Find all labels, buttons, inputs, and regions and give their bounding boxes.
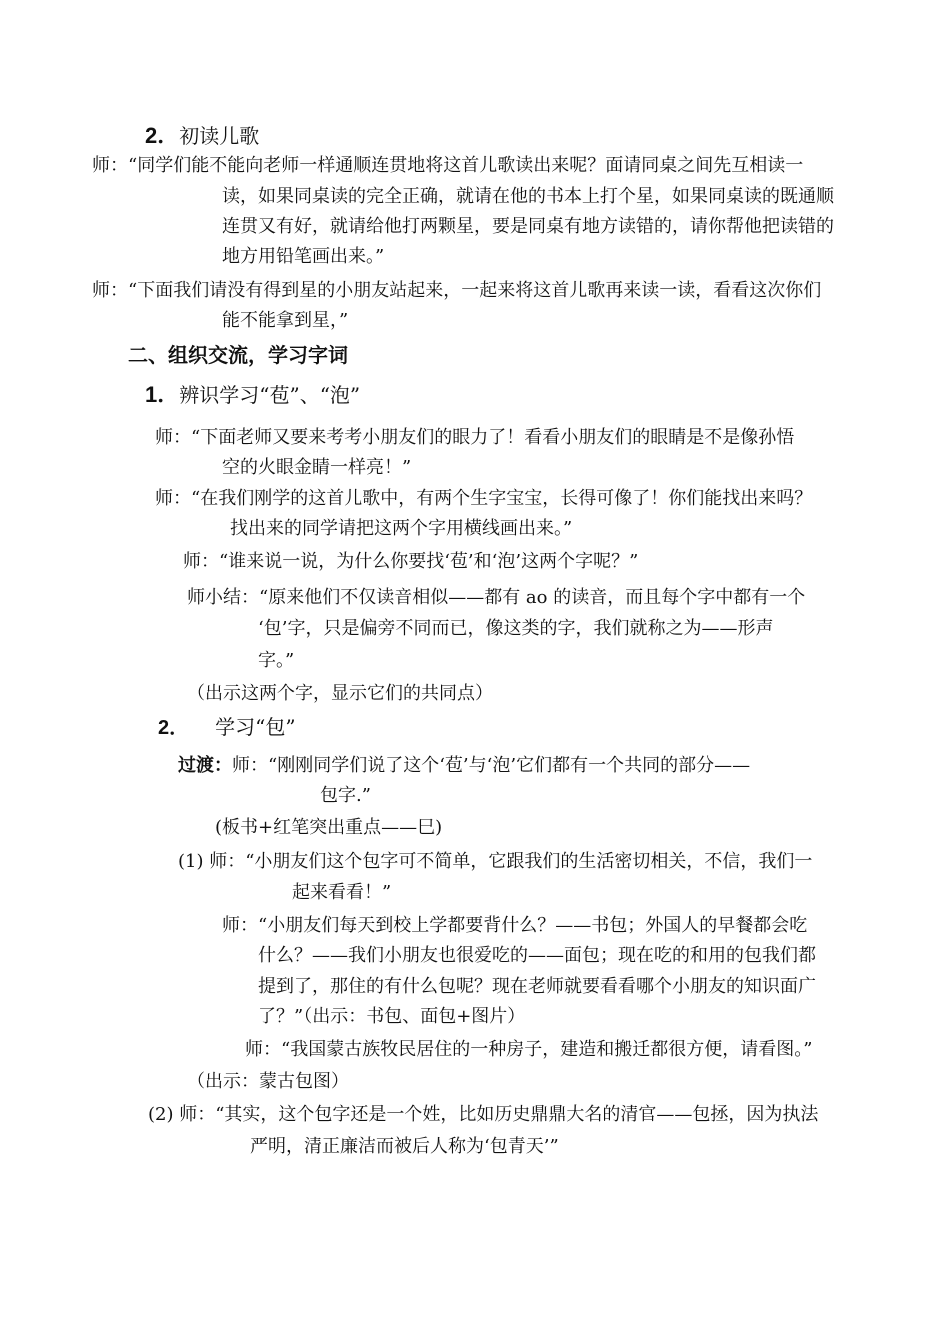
step-title: 辨识学习“苞”、“泡”	[179, 383, 361, 407]
paragraph-line: 空的火眼金睛一样亮！”	[222, 457, 412, 478]
step-number: 1．	[145, 382, 180, 407]
paragraph-line: 师：“小朋友们每天到校上学都要背什么？——书包；外国人的早餐都会吃	[222, 915, 808, 936]
paragraph-line: 师：“在我们刚学的这首儿歌中，有两个生字宝宝，长得可像了！你们能找出来吗？	[155, 488, 813, 509]
paragraph-line: 字。”	[258, 650, 295, 671]
paragraph-line: 了？”（出示：书包、面包+图片）	[258, 1006, 526, 1027]
transition-label: 过渡：	[178, 755, 232, 776]
heading-step-learn-bao	[158, 716, 296, 740]
heading-step-identify	[145, 384, 360, 408]
paragraph-line: （出示：蒙古包图）	[187, 1071, 349, 1092]
paragraph-line: 连贯又有好，就请给他打两颗星，要是同桌有地方读错的，请你帮他把读错的	[222, 216, 834, 237]
paragraph-line: 师：“我国蒙古族牧民居住的一种房子，建造和搬迁都很方便，请看图。”	[245, 1039, 813, 1060]
paragraph-line: 能不能拿到星，”	[222, 310, 349, 331]
section-heading: 二、组织交流，学习字词	[128, 343, 348, 367]
paragraph-line: 包字.”	[320, 785, 371, 806]
paragraph-line: 什么？——我们小朋友也很爱吃的——面包；现在吃的和用的包我们都	[258, 945, 816, 966]
step-number: 2．	[145, 123, 180, 148]
paragraph-line: （出示这两个字，显示它们的共同点）	[187, 683, 493, 704]
paragraph-line: (2) 师：“其实，这个包字还是一个姓，比如历史鼎鼎大名的清官——包拯，因为执法	[148, 1104, 819, 1125]
paragraph-line: (1) 师：“小朋友们这个包字可不简单，它跟我们的生活密切相关，不信，我们一	[178, 851, 813, 872]
paragraph-line: 提到了，那住的有什么包呢？现在老师就要看看哪个小朋友的知识面广	[258, 976, 816, 997]
paragraph-line: 严明，清正廉洁而被后人称为‘包青天’”	[250, 1136, 559, 1157]
paragraph-line: ‘包’字，只是偏旁不同而已，像这类的字，我们就称之为——形声	[258, 618, 774, 639]
paragraph-line: 读，如果同桌读的完全正确，就请在他的书本上打个星，如果同桌读的既通顺	[222, 186, 834, 207]
heading-step-initial-reading	[145, 125, 259, 149]
transition-line	[178, 755, 750, 777]
step-title: 学习“包”	[215, 715, 296, 739]
paragraph-text: 师：“刚刚同学们说了这个‘苞’与‘泡’它们都有一个共同的部分——	[232, 755, 751, 776]
paragraph-line: 师：“同学们能不能向老师一样通顺连贯地将这首儿歌读出来呢？面请同桌之间先互相读一	[92, 155, 804, 176]
paragraph-line: 师小结：“原来他们不仅读音相似——都有 ao 的读音，而且每个字中都有一个	[187, 587, 806, 608]
paragraph-line: 找出来的同学请把这两个字用横线画出来。”	[230, 518, 573, 539]
paragraph-line: 师：“谁来说一说，为什么你要找‘苞’和‘泡’这两个字呢？”	[183, 551, 639, 572]
paragraph-line: 师：“下面我们请没有得到星的小朋友站起来，一起来将这首儿歌再来读一读，看看这次你们	[92, 280, 822, 301]
paragraph-line: 地方用铅笔画出来。”	[222, 246, 385, 267]
step-title: 初读儿歌	[179, 124, 260, 148]
paragraph-line: (板书+红笔突出重点——巳)	[215, 817, 443, 838]
paragraph-line: 师：“下面老师又要来考考小朋友们的眼力了！看看小朋友们的眼睛是不是像孙悟	[155, 427, 795, 448]
paragraph-line: 起来看看！”	[292, 882, 392, 903]
step-number: 2．	[158, 717, 190, 739]
